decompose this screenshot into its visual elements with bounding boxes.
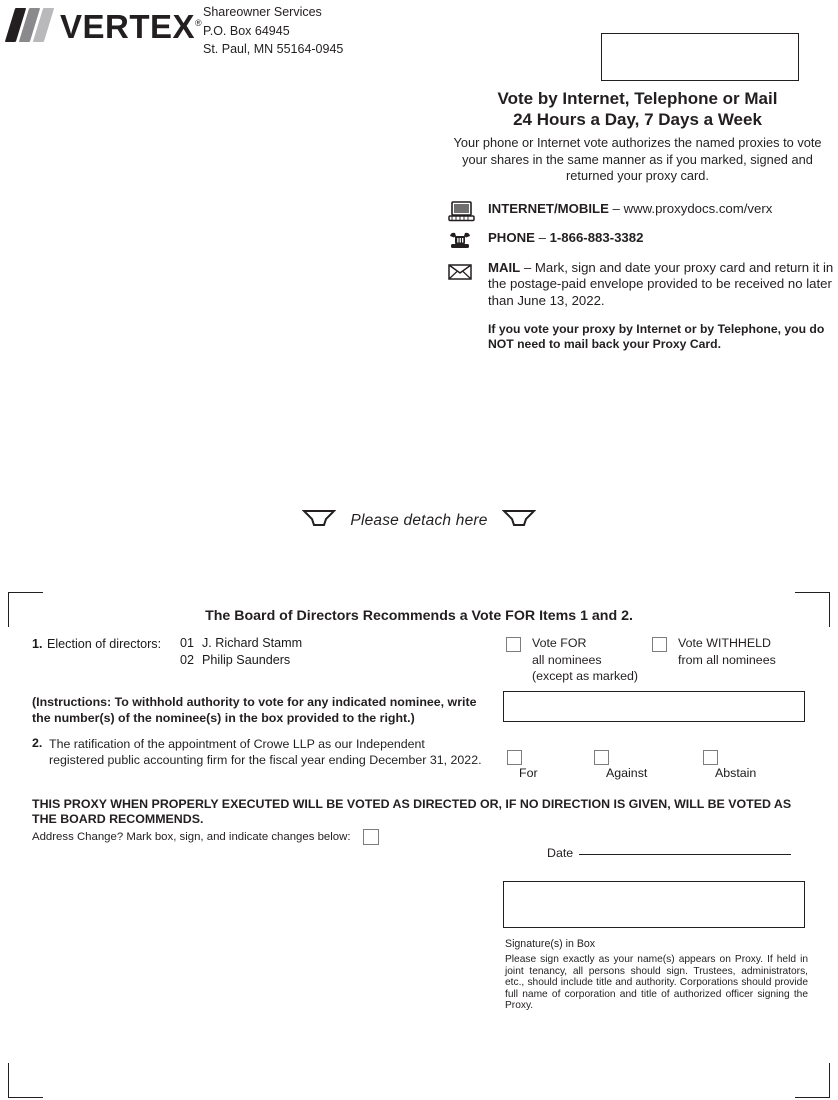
vertex-logo xyxy=(8,6,202,44)
proposal-2-text: The ratification of the appointment of Crowe LLP as our Independent registered public accounting firm for the fiscal year ending December 31, 2022. xyxy=(49,737,482,767)
envelope-icon xyxy=(446,262,478,284)
vote-method-mail-separator: – xyxy=(520,259,535,275)
vote-method-mail-label: MAIL xyxy=(488,259,521,275)
computer-icon xyxy=(446,201,478,223)
vote-method-mail-text xyxy=(488,260,835,310)
proposal-2-abstain-label: Abstain xyxy=(715,766,757,780)
date-field-row xyxy=(547,846,809,860)
vote-method-list xyxy=(440,201,835,310)
vote-method-phone-number: 1-866-883-3382 xyxy=(549,230,644,245)
vote-for-all-label xyxy=(532,635,638,685)
vote-by-instructions xyxy=(440,88,835,352)
vote-withheld-label xyxy=(678,635,776,668)
vote-by-title-line-1: Vote by Internet, Telephone or Mail xyxy=(497,89,778,108)
nominee-index: 02 xyxy=(180,653,195,667)
proxy-execution-statement: THIS PROXY WHEN PROPERLY EXECUTED WILL BE VOTED AS DIRECTED OR, IF NO DIRECTION IS GIVEN, WILL BE VOTED AS THE BOARD RECOMMENDS. xyxy=(32,797,792,826)
nominee-row xyxy=(180,635,302,652)
proposal-1 xyxy=(32,635,822,683)
proposal-2-abstain-checkbox[interactable] xyxy=(703,750,718,765)
vote-method-phone-text xyxy=(488,230,835,247)
detach-line xyxy=(0,508,838,533)
registered-trademark-symbol: ® xyxy=(195,18,203,28)
address-change-row xyxy=(32,829,379,845)
vote-withheld-option[interactable] xyxy=(652,635,776,668)
date-label: Date xyxy=(547,846,574,860)
vote-by-lede: Your phone or Internet vote authorizes the named proxies to vote your shares in the same manner as if you marked, signed and returned your proxy card. xyxy=(453,135,822,183)
nominee-name: J. Richard Stamm xyxy=(202,636,303,650)
proposal-2-for-checkbox[interactable] xyxy=(507,750,522,765)
vote-method-mail xyxy=(488,260,835,310)
proposal-2-for-label: For xyxy=(519,766,538,780)
address-line-1: Shareowner Services xyxy=(203,5,322,19)
board-recommendation-title: The Board of Directors Recommends a Vote FOR Items 1 and 2. xyxy=(205,608,633,624)
proposal-2-number: 2. xyxy=(32,736,43,750)
withhold-instructions: (Instructions: To withhold authority to vote for any indicated nominee, write the number(s) of the nominee(s) in the box provided to the right.) xyxy=(32,695,477,725)
nominee-list xyxy=(180,635,302,669)
vote-method-internet xyxy=(488,201,835,218)
proposal-1-label: Election of directors: xyxy=(46,637,162,651)
detach-label: Please detach here xyxy=(350,511,488,529)
crop-mark-bottom-right xyxy=(795,1063,830,1098)
vote-method-internet-text xyxy=(488,201,835,218)
control-number-box[interactable] xyxy=(601,33,799,81)
vote-by-title-line-2: 24 Hours a Day, 7 Days a Week xyxy=(513,110,762,129)
crop-mark-bottom-left xyxy=(8,1063,43,1098)
vote-for-all-checkbox[interactable] xyxy=(506,637,521,652)
proposal-2 xyxy=(32,736,482,768)
vote-withheld-line-1: Vote WITHHELD xyxy=(678,636,771,650)
vote-method-internet-url[interactable]: www.proxydocs.com/verx xyxy=(623,200,773,216)
vote-for-all-option[interactable] xyxy=(506,635,638,685)
nominee-row xyxy=(180,652,302,669)
signature-fine-print: Please sign exactly as your name(s) appears on Proxy. If held in joint tenancy, all persons should sign. Trustees, administrators, etc., should include title and authority. Corporations should provide full name of corporation and title of authorized officer signing the Proxy. xyxy=(505,954,808,1012)
down-arrow-outline-icon-right xyxy=(502,508,536,533)
vertex-slanted-bars-logo-icon xyxy=(8,8,54,42)
date-input-line[interactable] xyxy=(579,854,791,855)
vote-method-mail-description: Mark, sign and date your proxy card and return it in the postage-paid envelope provided to be received no later than June 13, 2022. xyxy=(488,259,834,308)
signature-box[interactable] xyxy=(503,881,805,928)
proxy-card xyxy=(0,590,838,1100)
logo-wordmark xyxy=(60,6,202,44)
address-change-label: Address Change? Mark box, sign, and indicate changes below: xyxy=(32,831,351,844)
vote-for-all-line-3: (except as marked) xyxy=(532,669,639,683)
vote-method-internet-separator: – xyxy=(608,200,624,216)
proposal-2-for-option[interactable] xyxy=(507,748,538,784)
vote-method-phone-separator: – xyxy=(534,230,550,245)
vote-method-phone-label: PHONE xyxy=(488,230,535,245)
no-mail-back-notice: If you vote your proxy by Internet or by Telephone, you do NOT need to mail back your Proxy Card. xyxy=(488,322,825,351)
proposal-1-number: 1. xyxy=(32,637,43,651)
nominee-name: Philip Saunders xyxy=(202,653,291,667)
signature-caption: Signature(s) in Box xyxy=(505,938,596,950)
down-arrow-outline-icon-left xyxy=(302,508,336,533)
logo-wordmark-text: VERTEX xyxy=(60,8,196,45)
address-line-2: P.O. Box 64945 xyxy=(203,23,290,38)
shareowner-address-block xyxy=(203,3,343,59)
address-change-checkbox[interactable] xyxy=(363,829,379,845)
address-line-3: St. Paul, MN 55164-0945 xyxy=(203,42,344,56)
vote-by-title xyxy=(440,88,835,130)
nominee-number-entry-box[interactable] xyxy=(503,691,805,722)
vote-for-all-line-1: Vote FOR xyxy=(532,636,587,650)
proposal-2-abstain-option[interactable] xyxy=(703,748,756,784)
vote-for-all-line-2: all nominees xyxy=(532,652,602,667)
vote-withheld-line-2: from all nominees xyxy=(678,652,776,667)
nominee-index: 01 xyxy=(180,636,195,650)
vote-withheld-checkbox[interactable] xyxy=(652,637,667,652)
proposal-2-against-label: Against xyxy=(606,766,648,780)
proposal-2-against-option[interactable] xyxy=(594,748,647,784)
vote-method-phone xyxy=(488,230,835,247)
proposal-2-against-checkbox[interactable] xyxy=(594,750,609,765)
telephone-icon xyxy=(446,230,478,252)
vote-method-internet-label: INTERNET/MOBILE xyxy=(488,200,609,216)
